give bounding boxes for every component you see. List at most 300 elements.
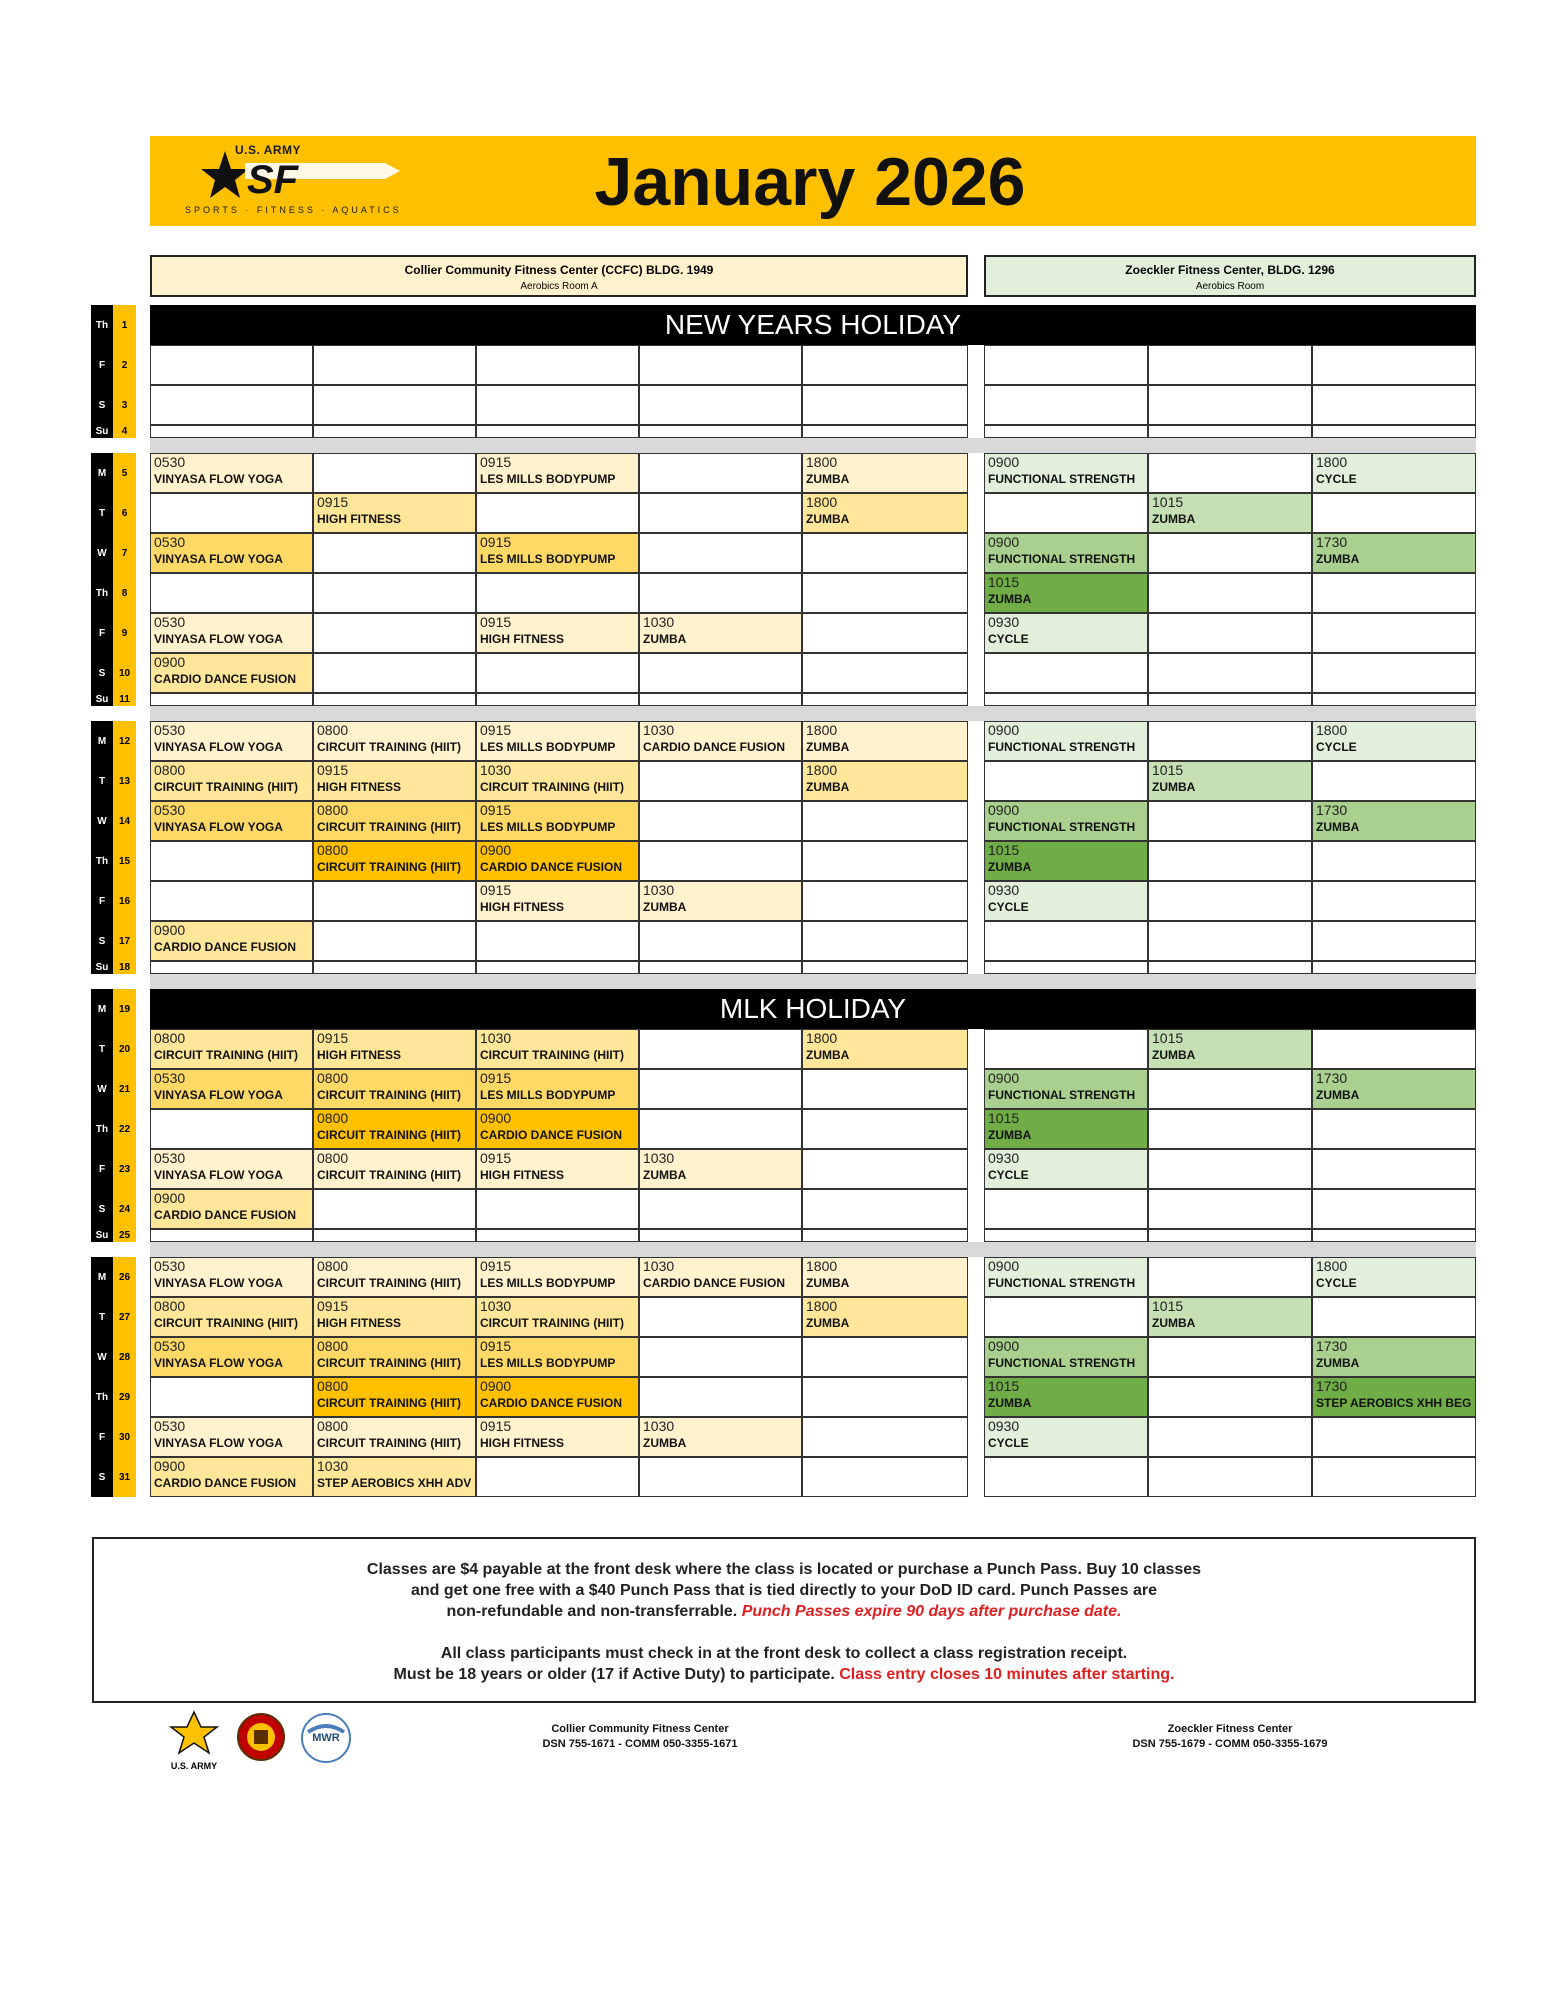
empty-slot (1148, 1189, 1312, 1229)
empty-slot (313, 453, 476, 493)
class-time: 0930 (988, 614, 1020, 630)
empty-slot (313, 533, 476, 573)
empty-slot (1148, 1109, 1312, 1149)
class-slot (1312, 453, 1476, 493)
class-time: 1730 (1316, 1378, 1348, 1394)
class-name: CIRCUIT TRAINING (HIIT) (480, 1048, 624, 1062)
empty-slot (639, 1297, 802, 1337)
venue-name: Zoeckler Fitness Center, BLDG. 1296 (1125, 263, 1335, 277)
empty-slot (802, 385, 968, 425)
empty-slot (1312, 573, 1476, 613)
day-label-25 (91, 1229, 136, 1242)
empty-slot (984, 425, 1148, 438)
day-number: 31 (113, 1457, 136, 1497)
empty-slot (639, 1457, 802, 1497)
day-number: 12 (113, 721, 136, 761)
class-name: CARDIO DANCE FUSION (480, 1128, 623, 1142)
class-name: CIRCUIT TRAINING (HIIT) (154, 1048, 298, 1062)
empty-slot (313, 961, 476, 974)
class-name: FUNCTIONAL STRENGTH (988, 820, 1136, 834)
day-label-19 (91, 989, 136, 1029)
day-number: 9 (113, 613, 136, 653)
page-title: January 2026 (594, 144, 1026, 220)
class-time: 0800 (154, 1030, 186, 1046)
class-slot (984, 1417, 1148, 1457)
class-time: 0930 (988, 882, 1020, 898)
class-name: HIGH FITNESS (480, 1168, 565, 1182)
empty-slot (802, 961, 968, 974)
empty-slot (476, 425, 639, 438)
weekday-abbr: F (91, 345, 113, 385)
class-name: ZUMBA (988, 592, 1032, 606)
empty-slot (1148, 1257, 1312, 1297)
day-number: 30 (113, 1417, 136, 1457)
day-label-29 (91, 1377, 136, 1417)
venue-room: Aerobics Room (1195, 281, 1265, 292)
class-slot (476, 1029, 639, 1069)
class-name: LES MILLS BODYPUMP (480, 1276, 616, 1290)
class-slot (984, 1109, 1148, 1149)
class-slot (476, 841, 639, 881)
class-slot (984, 453, 1148, 493)
class-time: 0915 (317, 1030, 349, 1046)
class-slot (984, 613, 1148, 653)
class-name: CARDIO DANCE FUSION (154, 940, 297, 954)
class-time: 0900 (480, 1110, 512, 1126)
empty-slot (639, 1189, 802, 1229)
weekday-abbr: W (91, 801, 113, 841)
class-time: 0915 (480, 802, 512, 818)
class-slot (313, 801, 476, 841)
empty-slot (1148, 1337, 1312, 1377)
class-time: 0915 (480, 454, 512, 470)
class-time: 0530 (154, 1418, 186, 1434)
punch-pass-expiry-warning: Punch Passes expire 90 days after purchase date. (741, 1603, 1122, 1620)
day-label-18 (91, 961, 136, 974)
venue-header-zfc (984, 255, 1476, 297)
class-name: ZUMBA (1152, 512, 1196, 526)
empty-slot (984, 961, 1148, 974)
weekday-abbr: S (91, 921, 113, 961)
class-slot (802, 1257, 968, 1297)
class-time: 1015 (988, 1378, 1020, 1394)
day-label-14 (91, 801, 136, 841)
day-number: 19 (113, 989, 136, 1029)
class-time: 0530 (154, 454, 186, 470)
notes-line: and get one free with a $40 Punch Pass that is tied directly to your DoD ID card. Punch Passes are (411, 1582, 1157, 1599)
class-time: 0900 (988, 1338, 1020, 1354)
class-slot (476, 1297, 639, 1337)
empty-slot (802, 653, 968, 693)
empty-slot (639, 761, 802, 801)
empty-slot (984, 921, 1148, 961)
empty-slot (313, 653, 476, 693)
class-name: ZUMBA (1152, 1048, 1196, 1062)
class-slot (476, 1257, 639, 1297)
class-slot (313, 1457, 476, 1497)
day-number: 3 (113, 385, 136, 425)
day-label-16 (91, 881, 136, 921)
class-name: CIRCUIT TRAINING (HIIT) (317, 1168, 461, 1182)
empty-slot (150, 573, 313, 613)
week-separator (150, 438, 1476, 453)
weekday-abbr: M (91, 989, 113, 1029)
empty-slot (802, 573, 968, 613)
empty-slot (802, 1337, 968, 1377)
class-time: 0800 (317, 842, 349, 858)
class-time: 0915 (317, 1298, 349, 1314)
day-label-27 (91, 1297, 136, 1337)
day-label-17 (91, 921, 136, 961)
weekday-abbr: S (91, 653, 113, 693)
day-number: 28 (113, 1337, 136, 1377)
class-name: CIRCUIT TRAINING (HIIT) (317, 820, 461, 834)
day-label-12 (91, 721, 136, 761)
weekday-abbr: S (91, 1457, 113, 1497)
class-time: 1030 (643, 722, 675, 738)
class-time: 0915 (480, 1150, 512, 1166)
empty-slot (476, 693, 639, 706)
class-time: 0800 (154, 762, 186, 778)
day-number: 10 (113, 653, 136, 693)
empty-slot (150, 693, 313, 706)
class-name: ZUMBA (643, 632, 687, 646)
class-time: 0915 (480, 722, 512, 738)
class-slot (476, 1109, 639, 1149)
empty-slot (639, 1337, 802, 1377)
weekday-abbr: S (91, 1189, 113, 1229)
class-time: 0800 (317, 802, 349, 818)
class-time: 0915 (317, 762, 349, 778)
class-slot (313, 841, 476, 881)
class-time: 0915 (480, 882, 512, 898)
day-number: 25 (113, 1229, 136, 1242)
empty-slot (150, 1229, 313, 1242)
class-name: ZUMBA (643, 900, 687, 914)
notes-text: non-refundable and non-transferrable. (446, 1603, 738, 1620)
class-time: 0900 (480, 1378, 512, 1394)
weekday-abbr: M (91, 1257, 113, 1297)
class-time: 0530 (154, 722, 186, 738)
day-label-5 (91, 453, 136, 493)
notes-line: Classes are $4 payable at the front desk where the class is located or purchase a Punch Pass. Buy 10 classes (366, 1561, 1202, 1578)
empty-slot (639, 1377, 802, 1417)
class-time: 0530 (154, 1258, 186, 1274)
class-slot (476, 1069, 639, 1109)
empty-slot (476, 961, 639, 974)
class-name: VINYASA FLOW YOGA (154, 1436, 283, 1450)
class-time: 1030 (643, 882, 675, 898)
class-name: VINYASA FLOW YOGA (154, 472, 283, 486)
weekday-abbr: T (91, 761, 113, 801)
class-name: FUNCTIONAL STRENGTH (988, 552, 1136, 566)
empty-slot (984, 653, 1148, 693)
class-slot (1312, 721, 1476, 761)
day-number: 5 (113, 453, 136, 493)
empty-slot (1148, 841, 1312, 881)
empty-slot (984, 693, 1148, 706)
empty-slot (1148, 1149, 1312, 1189)
day-label-3 (91, 385, 136, 425)
class-slot (984, 1149, 1148, 1189)
empty-slot (150, 1109, 313, 1149)
class-name: CIRCUIT TRAINING (HIIT) (480, 1316, 624, 1330)
day-number: 8 (113, 573, 136, 613)
empty-slot (150, 345, 313, 385)
empty-slot (150, 385, 313, 425)
class-slot (476, 1149, 639, 1189)
class-slot (150, 1337, 313, 1377)
day-label-30 (91, 1417, 136, 1457)
class-name: LES MILLS BODYPUMP (480, 1356, 616, 1370)
class-name: CYCLE (1316, 472, 1357, 486)
holiday-banner: NEW YEARS HOLIDAY (150, 305, 1476, 345)
notes-box (92, 1537, 1476, 1703)
day-label-4 (91, 425, 136, 438)
empty-slot (476, 1229, 639, 1242)
empty-slot (476, 653, 639, 693)
class-name: LES MILLS BODYPUMP (480, 740, 616, 754)
empty-slot (984, 493, 1148, 533)
class-time: 0800 (154, 1298, 186, 1314)
empty-slot (1148, 425, 1312, 438)
class-name: ZUMBA (806, 780, 850, 794)
empty-slot (1148, 1417, 1312, 1457)
empty-slot (802, 1149, 968, 1189)
class-time: 1015 (1152, 1030, 1184, 1046)
day-label-31 (91, 1457, 136, 1497)
class-slot (313, 1377, 476, 1417)
class-time: 1800 (1316, 1258, 1348, 1274)
class-slot (639, 613, 802, 653)
class-time: 1730 (1316, 802, 1348, 818)
day-label-21 (91, 1069, 136, 1109)
class-time: 1015 (1152, 1298, 1184, 1314)
empty-slot (1148, 1069, 1312, 1109)
sports-fitness-aquatics-logo (185, 143, 415, 219)
empty-slot (1148, 533, 1312, 573)
class-name: CIRCUIT TRAINING (HIIT) (317, 1128, 461, 1142)
class-name: CIRCUIT TRAINING (HIIT) (317, 1436, 461, 1450)
class-slot (150, 1029, 313, 1069)
class-name: CYCLE (988, 1436, 1029, 1450)
weekday-abbr: Th (91, 841, 113, 881)
empty-slot (313, 693, 476, 706)
empty-slot (1312, 1149, 1476, 1189)
class-slot (1312, 1337, 1476, 1377)
weekday-abbr: Su (91, 693, 113, 706)
logo-letters: SF (247, 158, 299, 202)
day-label-28 (91, 1337, 136, 1377)
class-time: 0915 (480, 1338, 512, 1354)
day-label-15 (91, 841, 136, 881)
day-number: 11 (113, 693, 136, 706)
class-name: ZUMBA (1316, 1088, 1360, 1102)
empty-slot (639, 961, 802, 974)
empty-slot (1148, 921, 1312, 961)
class-time: 0530 (154, 1070, 186, 1086)
ccfc-contact-phone: DSN 755-1671 - COMM 050-3355-1671 (542, 1738, 738, 1750)
empty-slot (313, 921, 476, 961)
class-time: 0900 (154, 1458, 186, 1474)
empty-slot (476, 1457, 639, 1497)
class-name: ZUMBA (806, 512, 850, 526)
class-name: HIGH FITNESS (480, 1436, 565, 1450)
holiday-banner: MLK HOLIDAY (150, 989, 1476, 1029)
empty-slot (1312, 881, 1476, 921)
class-time: 0530 (154, 802, 186, 818)
class-slot (313, 1297, 476, 1337)
class-time: 0800 (317, 1418, 349, 1434)
class-time: 1015 (988, 1110, 1020, 1126)
class-time: 1800 (806, 1298, 838, 1314)
class-name: ZUMBA (988, 1396, 1032, 1410)
class-slot (984, 573, 1148, 613)
empty-slot (1312, 385, 1476, 425)
empty-slot (802, 1377, 968, 1417)
weekday-abbr: T (91, 493, 113, 533)
class-time: 0800 (317, 1110, 349, 1126)
class-slot (150, 1189, 313, 1229)
class-name: ZUMBA (1316, 820, 1360, 834)
day-number: 17 (113, 921, 136, 961)
class-name: FUNCTIONAL STRENGTH (988, 472, 1136, 486)
day-label-26 (91, 1257, 136, 1297)
class-slot (984, 533, 1148, 573)
class-name: LES MILLS BODYPUMP (480, 552, 616, 566)
empty-slot (1148, 721, 1312, 761)
class-slot (150, 613, 313, 653)
class-slot (313, 1337, 476, 1377)
empty-slot (984, 1229, 1148, 1242)
empty-slot (313, 385, 476, 425)
class-name: CYCLE (988, 1168, 1029, 1182)
class-time: 1030 (480, 1030, 512, 1046)
class-name: VINYASA FLOW YOGA (154, 632, 283, 646)
class-name: HIGH FITNESS (480, 632, 565, 646)
class-slot (150, 1069, 313, 1109)
class-name: CIRCUIT TRAINING (HIIT) (317, 1276, 461, 1290)
empty-slot (1312, 921, 1476, 961)
empty-slot (1148, 1457, 1312, 1497)
class-time: 1015 (988, 574, 1020, 590)
weekday-abbr: Su (91, 961, 113, 974)
ccfc-contact-name: Collier Community Fitness Center (551, 1723, 729, 1735)
class-name: FUNCTIONAL STRENGTH (988, 1356, 1136, 1370)
empty-slot (1148, 1377, 1312, 1417)
class-name: ZUMBA (1316, 1356, 1360, 1370)
week-separator (150, 706, 1476, 721)
class-slot (476, 453, 639, 493)
class-name: ZUMBA (1152, 1316, 1196, 1330)
class-slot (476, 613, 639, 653)
army-label: U.S. ARMY (170, 1761, 218, 1771)
class-name: HIGH FITNESS (480, 900, 565, 914)
class-time: 1030 (643, 1418, 675, 1434)
class-name: FUNCTIONAL STRENGTH (988, 1088, 1136, 1102)
day-label-20 (91, 1029, 136, 1069)
class-name: CARDIO DANCE FUSION (480, 1396, 623, 1410)
weekday-abbr: F (91, 1417, 113, 1457)
day-number: 27 (113, 1297, 136, 1337)
day-label-10 (91, 653, 136, 693)
empty-slot (313, 425, 476, 438)
notes-line (94, 1601, 1474, 1622)
empty-slot (1312, 1297, 1476, 1337)
class-slot (313, 721, 476, 761)
class-name: CIRCUIT TRAINING (HIIT) (317, 1088, 461, 1102)
class-time: 0900 (154, 654, 186, 670)
empty-slot (802, 1457, 968, 1497)
empty-slot (1148, 653, 1312, 693)
class-slot (150, 533, 313, 573)
day-label-22 (91, 1109, 136, 1149)
class-name: HIGH FITNESS (317, 1316, 402, 1330)
class-time: 1015 (1152, 762, 1184, 778)
empty-slot (1312, 693, 1476, 706)
army-logo (164, 1710, 224, 1770)
class-time: 1030 (480, 762, 512, 778)
empty-slot (639, 653, 802, 693)
class-name: CYCLE (988, 900, 1029, 914)
class-slot (476, 1417, 639, 1457)
class-name: VINYASA FLOW YOGA (154, 552, 283, 566)
empty-slot (1312, 961, 1476, 974)
class-slot (1312, 801, 1476, 841)
empty-slot (802, 345, 968, 385)
logo-top-text: U.S. ARMY (235, 143, 302, 157)
day-number: 4 (113, 425, 136, 438)
class-name: VINYASA FLOW YOGA (154, 1276, 283, 1290)
class-time: 0900 (988, 1258, 1020, 1274)
empty-slot (476, 573, 639, 613)
empty-slot (150, 961, 313, 974)
class-name: ZUMBA (806, 1316, 850, 1330)
class-time: 0800 (317, 722, 349, 738)
empty-slot (150, 1377, 313, 1417)
empty-slot (150, 425, 313, 438)
empty-slot (1312, 841, 1476, 881)
class-time: 0915 (480, 614, 512, 630)
week-separator (150, 974, 1476, 989)
class-time: 1030 (317, 1458, 349, 1474)
empty-slot (150, 493, 313, 533)
class-slot (984, 881, 1148, 921)
empty-slot (1148, 881, 1312, 921)
class-name: CIRCUIT TRAINING (HIIT) (154, 1316, 298, 1330)
class-time: 0530 (154, 534, 186, 550)
weekday-abbr: Su (91, 425, 113, 438)
class-slot (802, 721, 968, 761)
class-slot (150, 761, 313, 801)
class-slot (802, 453, 968, 493)
class-time: 0900 (988, 534, 1020, 550)
class-name: ZUMBA (806, 1276, 850, 1290)
mwr-label: MWR (312, 1732, 340, 1744)
class-slot (639, 1417, 802, 1457)
weekday-abbr: Th (91, 1109, 113, 1149)
day-number: 6 (113, 493, 136, 533)
class-time: 0800 (317, 1070, 349, 1086)
class-time: 1800 (806, 762, 838, 778)
day-number: 2 (113, 345, 136, 385)
class-name: ZUMBA (643, 1168, 687, 1182)
class-name: VINYASA FLOW YOGA (154, 820, 283, 834)
empty-slot (639, 1029, 802, 1069)
class-slot (150, 1297, 313, 1337)
weekday-abbr: M (91, 721, 113, 761)
class-slot (476, 721, 639, 761)
